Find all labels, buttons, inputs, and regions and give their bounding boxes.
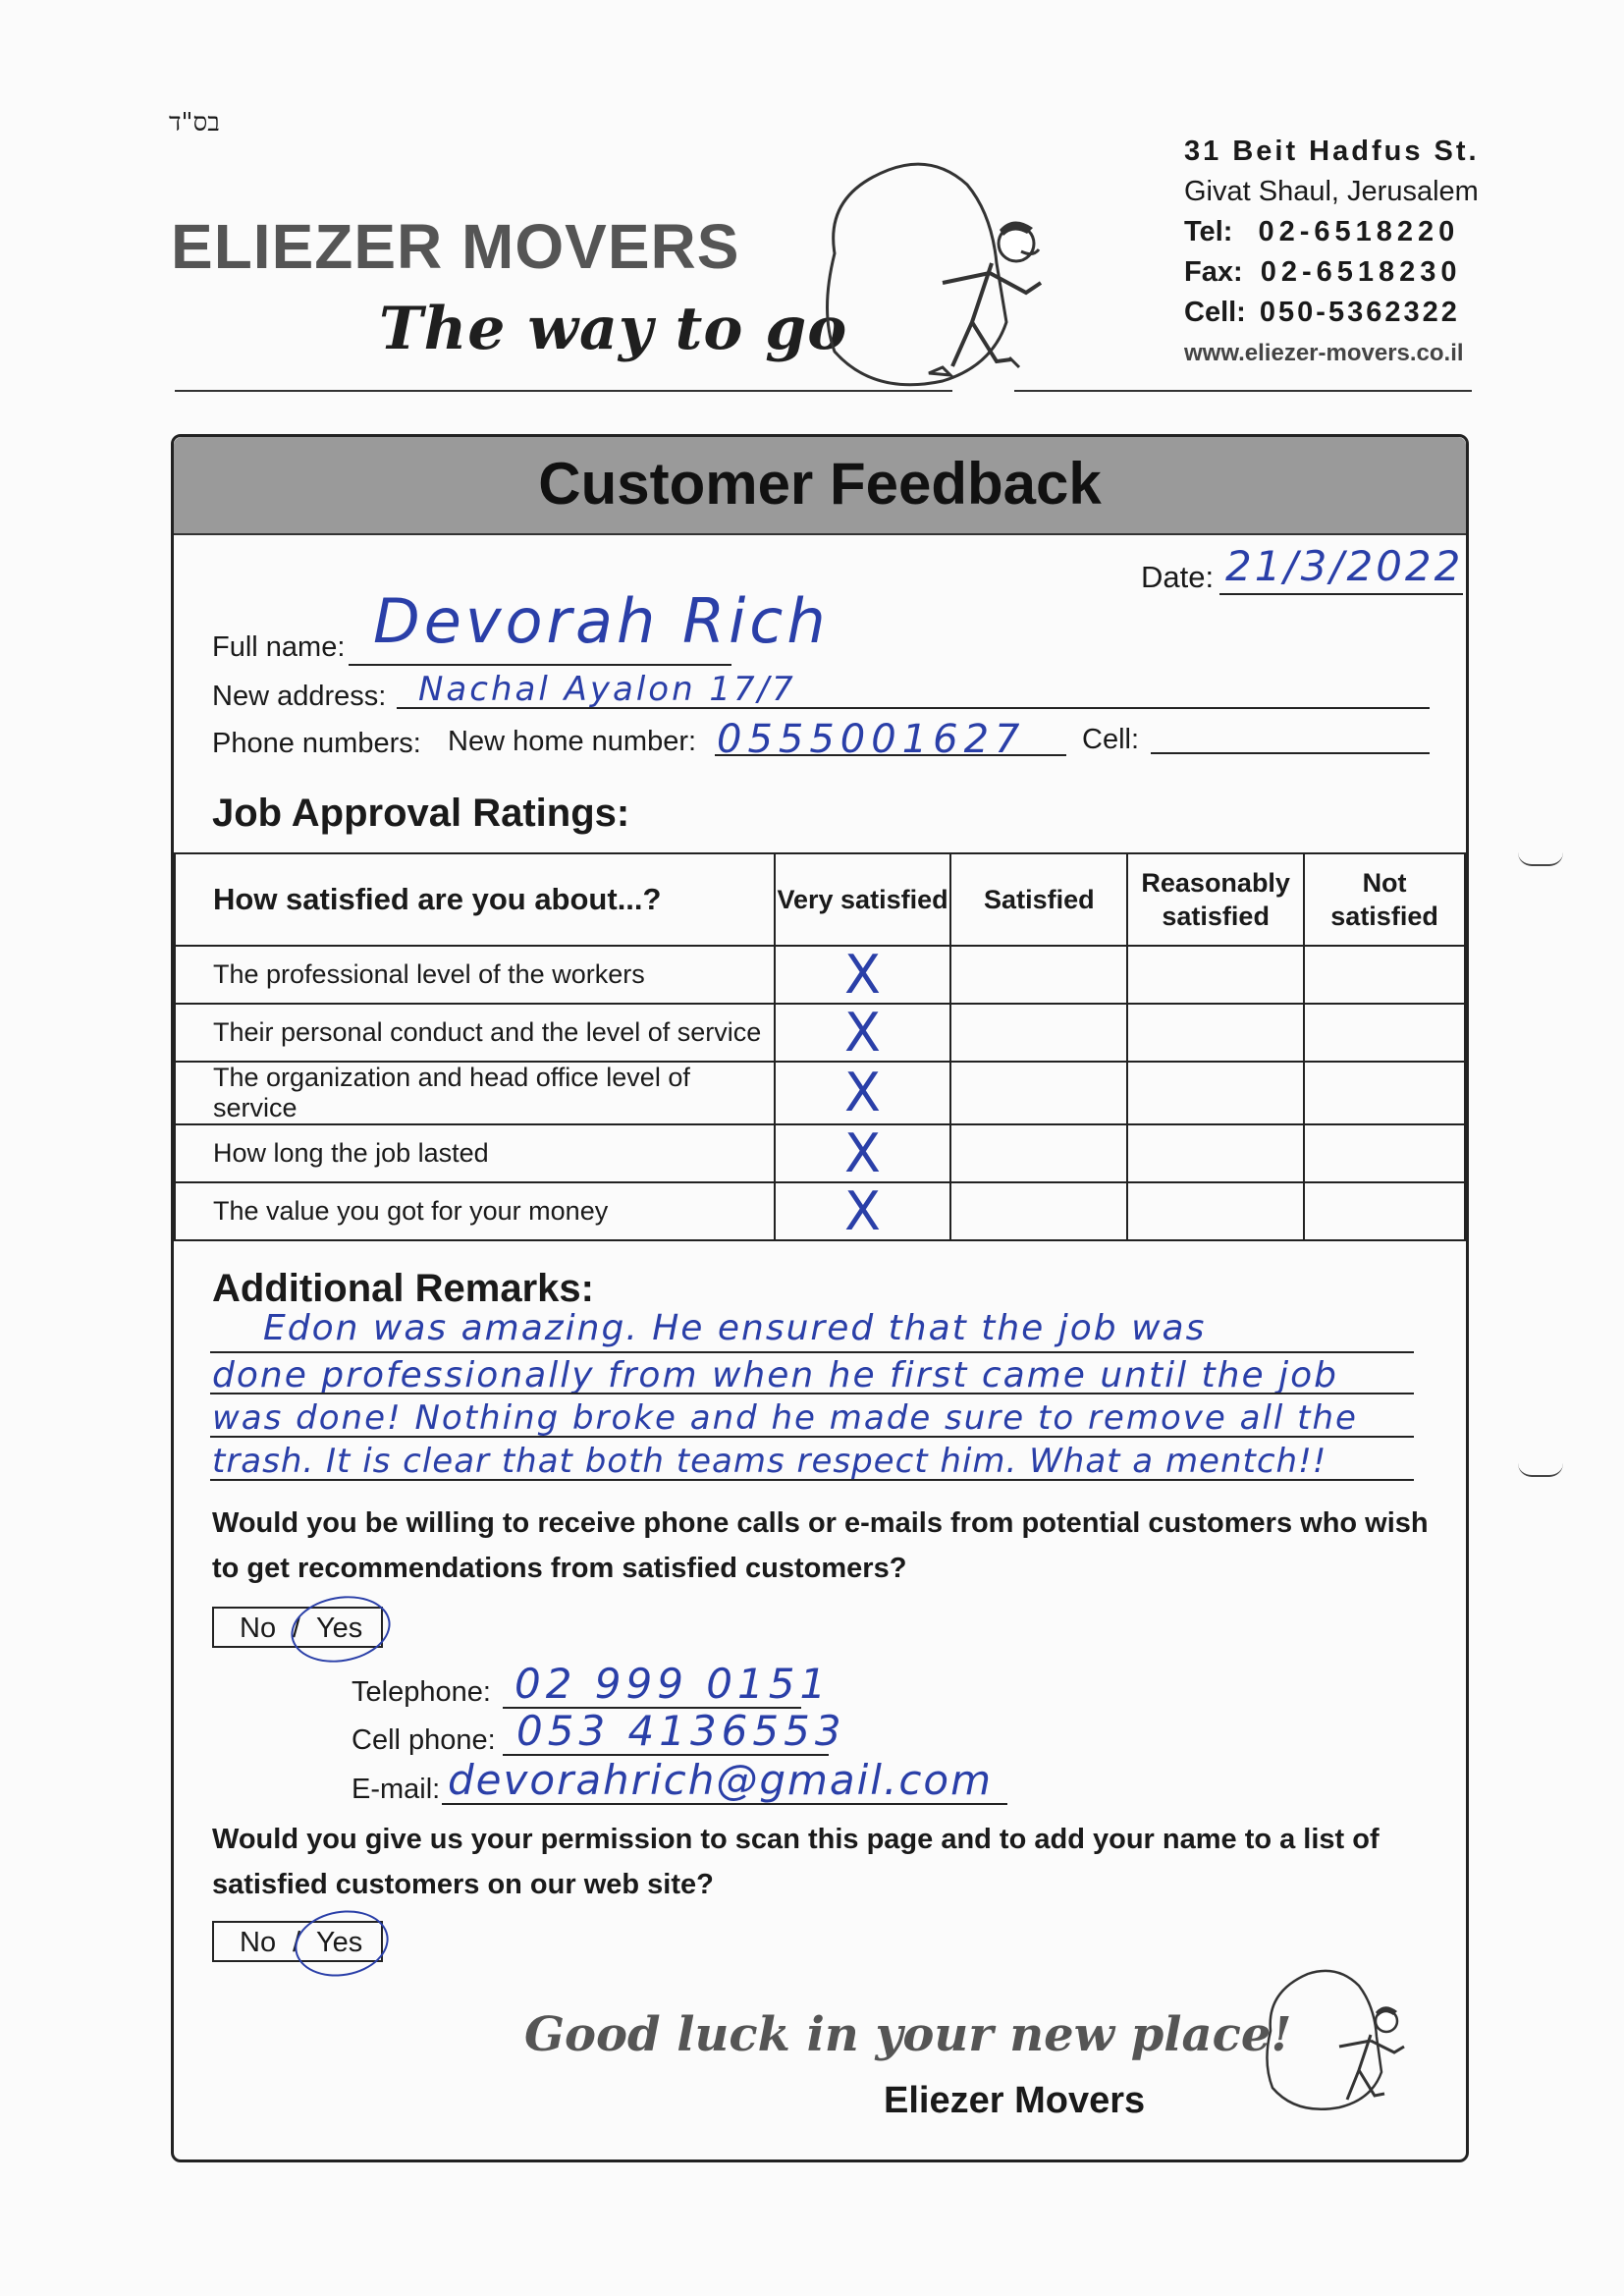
scan-consent-no[interactable]: No — [240, 1927, 277, 1958]
company-contact — [1184, 132, 1480, 373]
scan-consent-options: No / Yes — [212, 1921, 383, 1962]
ratings-table — [174, 852, 1466, 1241]
contact-consent-yes[interactable]: Yes — [316, 1613, 363, 1644]
company-cell-label: Cell: — [1184, 297, 1246, 328]
ratings-title: Job Approval Ratings: — [212, 792, 630, 835]
contact-consent-options: No / Yes — [212, 1607, 383, 1648]
column-header: Not satisfied — [1304, 853, 1465, 946]
margin-mark — [1518, 852, 1563, 866]
telephone-field[interactable]: 02 999 0151 — [514, 1660, 832, 1708]
full-name-field[interactable]: Devorah Rich — [373, 585, 830, 657]
rating-checkbox-satisfied[interactable] — [950, 1062, 1127, 1124]
new-home-number-field[interactable]: 0555001627 — [717, 717, 1026, 762]
new-address-label: New address: — [212, 681, 387, 712]
address-line-2: Givat Shaul, Jerusalem — [1184, 176, 1479, 207]
rating-checkbox-very-satisfied[interactable]: X — [775, 1062, 951, 1124]
rating-checkbox-satisfied[interactable] — [950, 1182, 1127, 1240]
rating-question: The value you got for your money — [175, 1182, 775, 1240]
rating-question: The professional level of the workers — [175, 946, 775, 1004]
table-row — [175, 1182, 1465, 1240]
email-field[interactable]: devorahrich@gmail.com — [448, 1756, 994, 1804]
tel-number: 02-6518220 — [1258, 216, 1460, 247]
website-link[interactable]: www.eliezer-movers.co.il — [1184, 340, 1464, 366]
rating-checkbox-not-satisfied[interactable] — [1304, 1182, 1465, 1240]
cell-label: Cell: — [1082, 724, 1140, 755]
rating-checkbox-very-satisfied[interactable]: X — [775, 1182, 951, 1240]
full-name-underline — [349, 664, 731, 666]
rating-checkbox-very-satisfied[interactable]: X — [775, 1124, 951, 1182]
cell-field[interactable] — [1151, 752, 1430, 754]
new-home-number-underline — [715, 754, 1066, 756]
remarks-underline — [210, 1351, 1414, 1353]
tagline: The way to go — [379, 295, 848, 363]
good-luck-message: Good luck in your new place! — [524, 2007, 1292, 2062]
remarks-underline — [210, 1393, 1414, 1394]
rating-checkbox-reasonably-satisfied[interactable] — [1127, 1004, 1304, 1062]
remarks-line-1[interactable]: Edon was amazing. He ensured that the job was — [263, 1308, 1207, 1348]
rating-checkbox-reasonably-satisfied[interactable] — [1127, 1124, 1304, 1182]
new-address-underline — [397, 707, 1430, 709]
fax-label: Fax: — [1184, 256, 1243, 288]
date-underline — [1219, 593, 1463, 595]
rating-checkbox-very-satisfied[interactable]: X — [775, 946, 951, 1004]
form-title: Customer Feedback — [538, 451, 1102, 517]
contact-consent-question: Would you be willing to receive phone calls or e-mails from potential customers who wish to get recommendations from satisfied customers? — [212, 1507, 1429, 1584]
remarks-line-2[interactable]: done professionally from when he first came until the job — [212, 1355, 1338, 1395]
date-field[interactable]: 21/3/2022 — [1225, 542, 1464, 590]
column-header: Very satisfied — [775, 853, 951, 946]
mover-mascot-icon — [795, 136, 1090, 401]
scan-consent-question: Would you give us your permission to scan this page and to add your name to a list of satisfied customers on our web site? — [212, 1824, 1380, 1900]
email-label: E-mail: — [352, 1774, 441, 1805]
remarks-underline — [210, 1436, 1414, 1438]
phone-numbers-label: Phone numbers: — [212, 728, 421, 759]
rating-checkbox-very-satisfied[interactable]: X — [775, 1004, 951, 1062]
table-row — [175, 946, 1465, 1004]
remarks-underline — [210, 1479, 1414, 1481]
table-row — [175, 1004, 1465, 1062]
cell-phone-label: Cell phone: — [352, 1724, 496, 1756]
rating-question: The organization and head office level of service — [175, 1062, 775, 1124]
brand-name: ELIEZER MOVERS — [171, 211, 740, 282]
column-header: Satisfied — [950, 853, 1127, 946]
date-label: Date: — [1141, 560, 1215, 594]
rating-checkbox-reasonably-satisfied[interactable] — [1127, 1182, 1304, 1240]
rating-checkbox-reasonably-satisfied[interactable] — [1127, 946, 1304, 1004]
cell-phone-field[interactable]: 053 4136553 — [516, 1707, 846, 1755]
telephone-label: Telephone: — [352, 1676, 491, 1708]
bsd-mark: בס"ד — [169, 108, 220, 137]
scan-consent-yes[interactable]: Yes — [316, 1927, 363, 1958]
signoff: Eliezer Movers — [884, 2080, 1146, 2121]
rating-checkbox-satisfied[interactable] — [950, 1124, 1127, 1182]
rating-checkbox-satisfied[interactable] — [950, 1004, 1127, 1062]
margin-mark — [1518, 1463, 1563, 1477]
header-divider-left — [175, 390, 952, 392]
rating-checkbox-satisfied[interactable] — [950, 946, 1127, 1004]
rating-question: Their personal conduct and the level of service — [175, 1004, 775, 1062]
rating-checkbox-not-satisfied[interactable] — [1304, 1062, 1465, 1124]
fax-number: 02-6518230 — [1260, 256, 1462, 288]
remarks-title: Additional Remarks: — [212, 1267, 594, 1310]
table-row — [175, 1062, 1465, 1124]
full-name-label: Full name: — [212, 631, 346, 663]
company-cell-number: 050-5362322 — [1259, 297, 1460, 328]
rating-checkbox-not-satisfied[interactable] — [1304, 1004, 1465, 1062]
question-header: How satisfied are you about...? — [175, 853, 775, 946]
address-line-1: 31 Beit Hadfus St. — [1184, 136, 1480, 167]
rating-question: How long the job lasted — [175, 1124, 775, 1182]
new-address-field[interactable]: Nachal Ayalon 17/7 — [418, 670, 796, 709]
remarks-line-4[interactable]: trash. It is clear that both teams respect him. What a mentch!! — [212, 1442, 1327, 1481]
rating-checkbox-not-satisfied[interactable] — [1304, 946, 1465, 1004]
rating-checkbox-reasonably-satisfied[interactable] — [1127, 1062, 1304, 1124]
table-row — [175, 1124, 1465, 1182]
email-underline — [442, 1803, 1007, 1805]
header-divider-right — [1014, 390, 1472, 392]
mover-mascot-icon — [1249, 1952, 1426, 2119]
contact-consent-no[interactable]: No — [240, 1613, 277, 1644]
remarks-line-3[interactable]: was done! Nothing broke and he made sure to remove all the — [212, 1398, 1358, 1438]
column-header: Reasonably satisfied — [1127, 853, 1304, 946]
new-home-number-label: New home number: — [448, 726, 697, 757]
tel-label: Tel: — [1184, 216, 1233, 247]
rating-checkbox-not-satisfied[interactable] — [1304, 1124, 1465, 1182]
